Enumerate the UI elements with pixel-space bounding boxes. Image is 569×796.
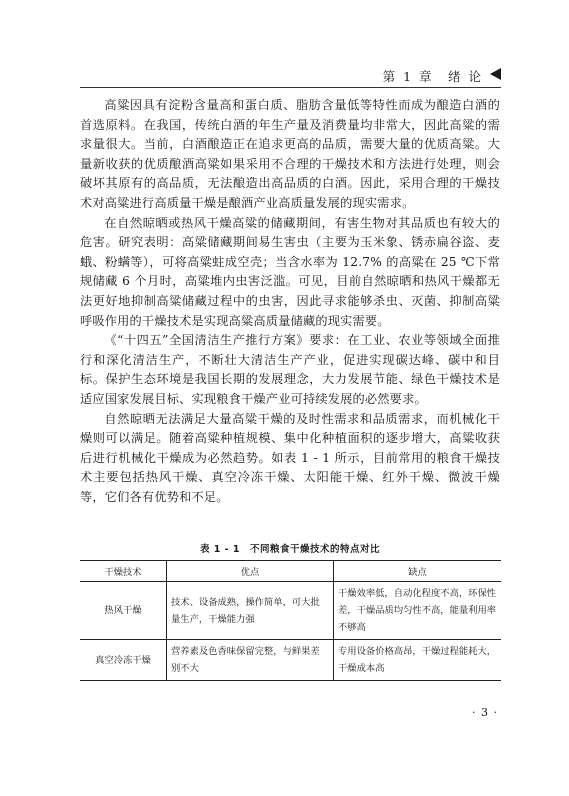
technique-pros: 营养素及色香味保留完整，与鲜果差别不大 [167, 640, 334, 681]
paragraph-4: 自然晾晒无法满足大量高粱干燥的及时性需求和品质需求，而机械化干燥则可以满足。随着高粱种植规模、集中化种植面积的逐步增大，高粱收获后进行机械化干燥成为必然趋势。如表 1 - 1 所示，目前常用的粮食干燥技术主要包括热风干燥、真空冷冻干燥、太阳能干燥、红外干燥、微波干燥等，它们各有优势和不足。 [80, 411, 500, 504]
page-number: · 3 · [472, 706, 498, 719]
paragraph-1: 高粱因具有淀粉含量高和蛋白质、脂肪含量低等特性而成为酿造白酒的首选原料。在我国，传统白酒的年生产量及消费量均非常大，因此高粱的需求量很大。当前，白酒酿造正在追求更高的品质，需要大量的优质高粱。大量新收获的优质酿酒高粱如果采用不合理的干燥技术和方法进行处理，则会破坏其原有的高品质，无法酿造出高品质的白酒。因此，采用合理的干燥技术对高粱进行高质量干燥是酿酒产业高质量发展的现实需求。 [80, 98, 500, 210]
table-caption: 表 1 - 1 不同粮食干燥技术的特点对比 [199, 544, 381, 555]
table-row [80, 640, 501, 681]
header-technique: 干燥技术 [80, 561, 167, 582]
paragraph-2: 在自然晾晒或热风干燥高粱的储藏期间，有害生物对其品质也有较大的危害。研究表明：高粱储藏期间易生害虫（主要为玉米象、锈赤扁谷盗、麦蛾、粉螨等），可将高粱蛀成空壳；当含水率为 12.7% 的高粱在 25 ℃下常规储藏 6 个月时，高粱堆内虫害泛滥。可见，目前自然晾晒和热风干燥都无法更好地抑制高粱储藏过程中的虫害，因此寻求能够杀虫、灭菌、抑制高粱呼吸作用的干燥技术是实现高粱高质量储藏的现实需要。 [80, 215, 500, 328]
technique-cons: 专用设备价格高昂，干燥过程能耗大，干燥成本高 [334, 640, 502, 681]
table-header-row [80, 561, 501, 582]
paragraph-3: 《“十四五”全国清洁生产推行方案》要求：在工业、农业等领域全面推行和深化清洁生产，不断壮大清洁生产产业，促进实现碳达峰、碳中和目标。保护生态环境是我国长期的发展理念，大力发展节能、绿色干燥技术是适应国家发展目标、实现粮食干燥产业可持续发展的必然要求。 [80, 333, 500, 406]
left-triangle-icon [490, 68, 501, 80]
header-cons: 缺点 [334, 561, 502, 582]
technique-name: 热风干燥 [80, 582, 167, 640]
chapter-title: 第 1 章 绪 论 [382, 69, 483, 84]
body-text [80, 96, 500, 507]
technique-pros: 技术、设备成熟，操作简单，可大批量生产，干燥能力强 [167, 582, 334, 640]
technique-cons: 干燥效率低，自动化程度不高，环保性差，干燥品质均匀性不高，能量利用率不够高 [334, 582, 502, 640]
comparison-table [80, 560, 501, 681]
running-header [80, 67, 501, 88]
header-pros: 优点 [167, 561, 334, 582]
table-row [80, 582, 501, 640]
technique-name: 真空冷冻干燥 [80, 640, 167, 681]
